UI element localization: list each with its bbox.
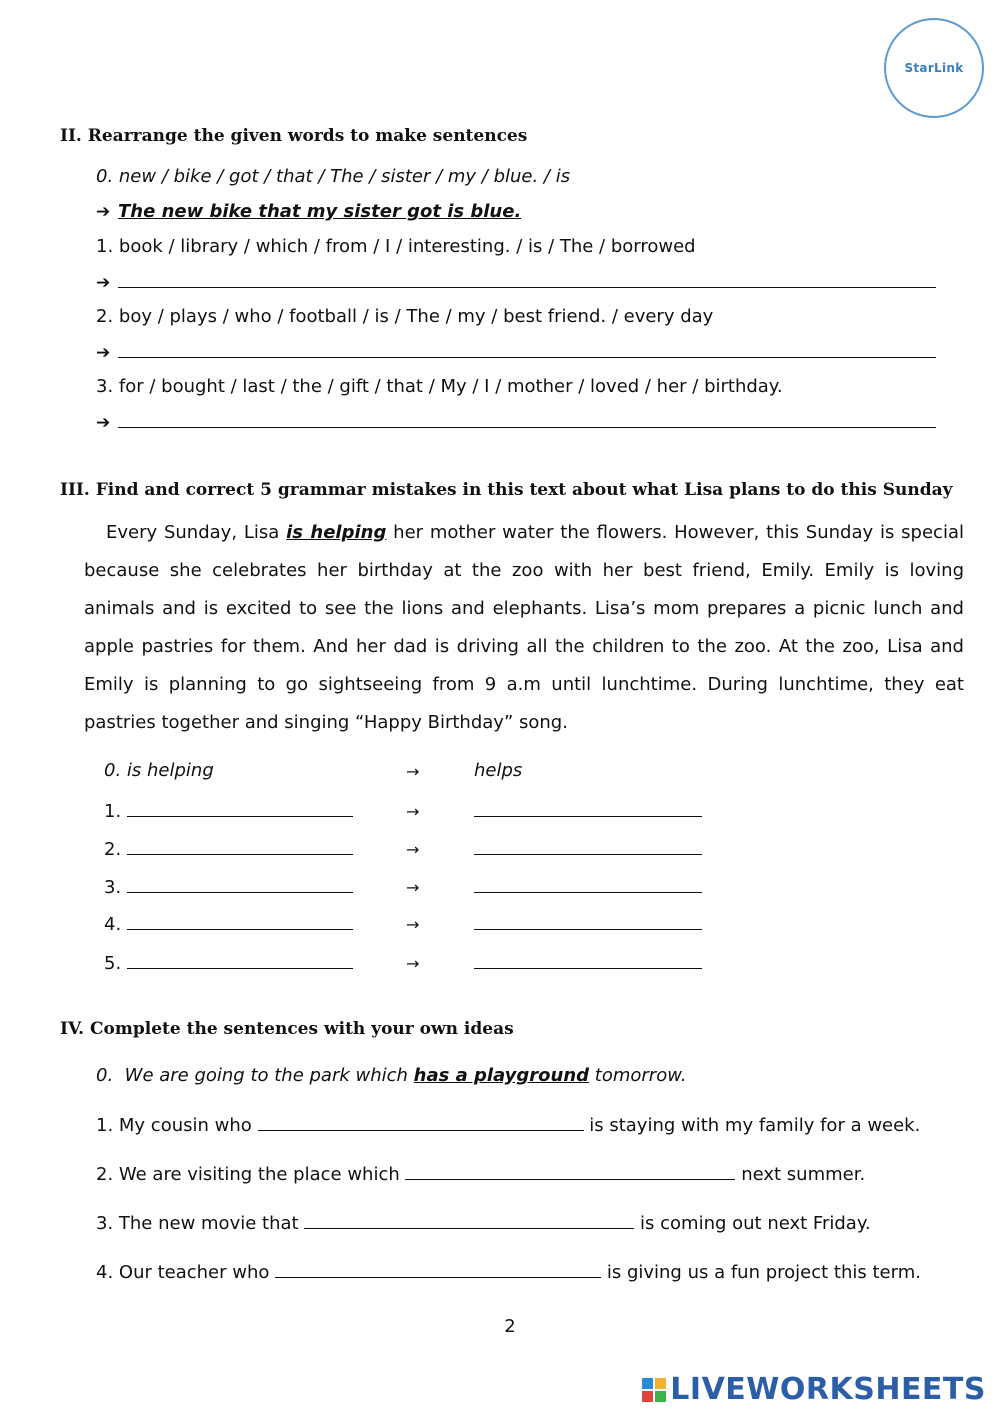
mistake-blank-2[interactable] [127, 838, 353, 855]
liveworksheets-icon [642, 1378, 666, 1402]
arrow-icon: ➔ [96, 273, 111, 293]
rearrange-example-prompt: 0. new / bike / got / that / The / sister / my / blue. / is [96, 166, 571, 187]
correction-example-row [104, 760, 724, 790]
correction-row-4 [104, 913, 724, 943]
rearrange-answer-line-2 [96, 341, 936, 363]
complete-item-before: 3. The new movie that [96, 1213, 305, 1234]
lisa-paragraph [84, 514, 964, 742]
icon-square [655, 1391, 666, 1402]
rearrange-item-1: 1. book / library / which / from / I / interesting. / is / The / borrowed [96, 236, 696, 257]
correction-row-1 [104, 800, 724, 830]
arrow-icon: → [406, 915, 420, 934]
complete-item-4 [96, 1261, 921, 1283]
complete-item-before: 4. Our teacher who [96, 1262, 276, 1283]
rearrange-item-3: 3. for / bought / last / the / gift / that / My / I / mother / loved / her / birthday. [96, 376, 783, 397]
complete-item-before: 1. My cousin who [96, 1115, 258, 1136]
para-rest: her mother water the flowers. However, this Sunday is special because she celebrates her birthday at the zoo with her best friend, Emily. Emily is loving animals and is excited to see the lions and elephants. Lisa’s mom prepares a picnic lunch and apple pastries for them. And her dad is driving all the children to the zoo. At the zoo, Lisa and Emily is planning to go sightseeing from 9 a.m until lunchtime. During lunchtime, they eat pastries together and singing “Happy Birthday” song. [84, 522, 964, 733]
complete-example [96, 1065, 687, 1086]
complete-item-before: 2. We are visiting the place which [96, 1164, 406, 1185]
answer-blank-3[interactable] [118, 411, 936, 428]
page-number: 2 [504, 1316, 516, 1337]
icon-square [642, 1378, 653, 1389]
liveworksheets-logo [642, 1372, 986, 1407]
mistake-blank-1[interactable] [127, 800, 353, 817]
rearrange-answer-line-3 [96, 411, 936, 433]
complete-example-answer: has a playground [413, 1065, 590, 1086]
icon-square [642, 1391, 653, 1402]
complete-item-after: is giving us a fun project this term. [601, 1262, 921, 1283]
arrow-icon: → [406, 954, 420, 973]
mistake-blank-3[interactable] [127, 876, 353, 893]
correction-number: 2. [104, 839, 122, 860]
arrow-icon: → [406, 840, 420, 859]
correction-number: 1. [104, 801, 122, 822]
starlink-logo [884, 18, 984, 118]
rearrange-answer-line-1 [96, 271, 936, 293]
correction-example-right: helps [474, 760, 523, 781]
liveworksheets-text: LIVEWORKSHEETS [670, 1372, 986, 1407]
arrow-icon: ➔ [96, 413, 111, 433]
arrow-icon: → [406, 802, 420, 821]
correction-row-2 [104, 838, 724, 868]
icon-square [655, 1378, 666, 1389]
arrow-icon: → [406, 762, 420, 781]
section-2-heading: II. Rearrange the given words to make sentences [60, 126, 528, 146]
complete-example-number: 0. [96, 1065, 114, 1086]
complete-item-3 [96, 1212, 871, 1234]
rearrange-example-answer-line [96, 201, 521, 222]
complete-blank-1[interactable] [258, 1114, 584, 1131]
correction-blank-2[interactable] [474, 838, 702, 855]
correction-blank-1[interactable] [474, 800, 702, 817]
correction-example-wrong: 0. is helping [104, 760, 214, 781]
logo-text: StarLink [904, 61, 964, 75]
complete-blank-3[interactable] [304, 1212, 634, 1229]
section-3-heading: III. Find and correct 5 grammar mistakes in this text about what Lisa plans to do this Sunday [60, 480, 953, 500]
complete-item-after: is coming out next Friday. [634, 1213, 871, 1234]
para-start: Every Sunday, Lisa [106, 522, 287, 543]
complete-item-after: next summer. [735, 1164, 866, 1185]
complete-item-2 [96, 1163, 865, 1185]
correction-number: 3. [104, 877, 122, 898]
mistake-blank-5[interactable] [127, 952, 353, 969]
complete-example-after: tomorrow. [589, 1065, 687, 1086]
correction-number: 4. [104, 914, 122, 935]
correction-number: 5. [104, 953, 122, 974]
complete-blank-2[interactable] [405, 1163, 735, 1180]
rearrange-example-answer: The new bike that my sister got is blue. [118, 201, 522, 222]
arrow-icon: → [406, 878, 420, 897]
correction-row-5 [104, 952, 724, 982]
answer-blank-2[interactable] [118, 341, 936, 358]
arrow-icon: ➔ [96, 343, 111, 363]
arrow-icon: ➔ [96, 202, 111, 222]
complete-blank-4[interactable] [275, 1261, 601, 1278]
complete-example-before: We are going to the park which [124, 1065, 414, 1086]
mistake-blank-4[interactable] [127, 913, 353, 930]
correction-blank-5[interactable] [474, 952, 702, 969]
rearrange-item-2: 2. boy / plays / who / football / is / The / my / best friend. / every day [96, 306, 714, 327]
correction-blank-4[interactable] [474, 913, 702, 930]
correction-blank-3[interactable] [474, 876, 702, 893]
complete-item-after: is staying with my family for a week. [583, 1115, 921, 1136]
section-4-heading: IV. Complete the sentences with your own ideas [60, 1019, 514, 1039]
para-highlight: is helping [286, 522, 387, 543]
complete-item-1 [96, 1114, 920, 1136]
correction-row-3 [104, 876, 724, 906]
answer-blank-1[interactable] [118, 271, 936, 288]
